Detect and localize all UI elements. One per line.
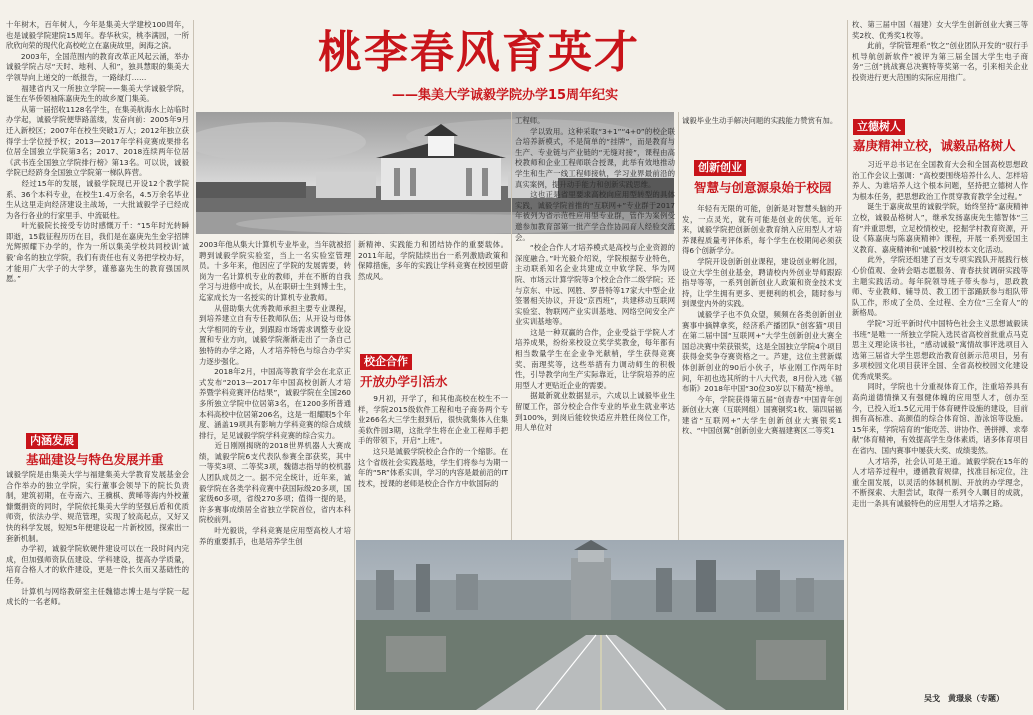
- column-3-bottom: 9月初，开学了，和其他高校在校生不一样，学院2015级软件工程和电子商务两个专业266名大三学生报到后，很快就集体入住集美软件园3期，这批学生将在企业工程师手把手的带领下，开启“上班”。 这只是诚毅学院校企合作的一个缩影。在这个省级社会实践基地，学生们将参与为期一年的“5R”体系实训，学习的内容是最前沿的IT技术，授课的老师是校企合作方中软国际的: [358, 394, 508, 488]
- section-badge-3: 创新创业: [694, 160, 746, 176]
- section-title-2: 开放办学引活水: [360, 374, 448, 389]
- city-aerial-photo: [356, 540, 844, 710]
- column-6-bottom: 习近平总书记在全国教育大会和全国高校思想政治工作会议上强调：“高校要围绕培养什么人、怎样培养人、为谁培养人这个根本问题，坚持把立德树人作为根本任务，把思想政治工作贯穿教育教学全过程。” 诞生于嘉庚故里的诚毅学院，始终坚持“嘉庚精神立校，诚毅品格树人”，继承发扬嘉庚先生德智体“三育”并重思想，立足校情校史，挖掘学村教育资源，开设《陈嘉庚与陈嘉庚精神》课程，开展一系列爱国主义教育、嘉庚精神和“诚毅”校训校本文化活动。 此外，学院还组建了百支专项实践队开展践行核心价值观、金砖会晤志愿服务、青春扶贫调研实践等主题实践活动。每年院领导班子带头参与，思政教师、专业教师、辅导员、教工团干部踊跃参与组队带队工作，形成了全员、全过程、全方位“三全育人”的新格局。 学院“习近平新时代中国特色社会主义思想诚毅读书班”是唯一一所独立学院入选民省高校首批重点马克思主义理论读书社，“感动诚毅”寓情故事评选项目入选第三届省大学生思想政治教育创新示范项目，另有多项校园文化项目获评全国、全省高校校园文化建设优秀成果奖。 同时，学院也十分重视体育工作，注重培养具有高尚道德情操又有强健体魄的应用型人才，创办至今，已投入近1.5亿元用于体育硬件设施的建设，目前拥有高标准、高颜值的综合体育馆、游泳馆等设施。15年来，学院培育的“能吃苦、讲协作、善拼搏、求奉献”体育精神，有效提高学生身体素质，诸多体育项目在省内、国内赛事中屡获大奖、成绩斐然。 人才培养，社会认可是王道。诚毅学院在15年的人才培养过程中，遵循教育规律，找准目标定位，注重全面发展，以灵活的体制机制、开放的办学理念，不断探索、大胆尝试，取得一系列令人瞩目的成就，走出一条具有诚毅特色的应用型人才培养之路。: [852, 160, 1028, 508]
- column-4: 工程师。 学以致用。这种采取“3+1”“4+0”的校企联合培养新模式，不是简单的“挂牌”，而是教育与生产、专业链与产业链的“无缝对接”，课程由高校教师和企业工程师联合授课，此举有效地推动学生和生产一线工程师接轨，学习业界最前沿的真实案例，提升动手能力和创新实践思维。 这也正是省里要求高校向应用型转型的具体实践，诚毅学院首推的“互联网+”专业群于2017年被列为省示范性应用型专业群，管作为案例受邀参加教育部第一批产学合作协同育人经验交流会。 “校企合作人才培养模式是高校与企业资源的深度融合。”叶光毅介绍说，学院根据专业特色，主动联系知名企业共建成立中软学院、华为网院、市场云计算学院等3个校企合作二级学院；还与京东、中远、网胜、罗普特等17家大中型企业签署相关协议，开设“京西班”，共建移动互联网实验室、物联网产业实训基地、网络空间安全产业实训基地等。 这是一种双赢的合作，企业受益于学院人才培养成果，纷纷来校设立奖学奖教金，每年都有相当数量学生在企业争光献梢，学生获得竞赛奖、南理奖等，这些举措有力调动师生的积极性，引导教学向生产实际靠近，让学院培养的应用型人才更贴近企业的需要。 据最新就业数据显示，六成以上诚毅毕业生留厦工作，部分校企合作专业的毕业生就业率达到100%，到岗后能较快适应并胜任岗位工作，用人单位对: [515, 116, 675, 433]
- column-3-top: 新精神、实践能力和团结协作的重要载体。2011年起，学院陆续出台一系列激励政策和保障措施，多年的实践让学科竞赛在校园里蔚然成风。: [358, 240, 508, 281]
- byline: 吴戈 黄璟泉（专题）: [924, 694, 1004, 703]
- column-5-top: 诚毅毕业生动手解决问题的实践能力赞赏有加。: [682, 116, 838, 125]
- column-divider: [193, 20, 194, 710]
- section-title-4: 嘉庚精神立校，诚毅品格树人: [853, 138, 1016, 153]
- column-divider: [678, 112, 679, 542]
- headline: 桃李春风育英才: [318, 27, 640, 78]
- column-divider: [354, 240, 355, 710]
- section-badge-4: 立德树人: [853, 119, 905, 135]
- column-6-top: 枚、第三届中国（福建）女大学生创新创业大赛三等奖2枚、优秀奖1枚等。 此前，学院管理系“牧之”创业团队开发的“驭行手机导航创新软件”被评为第三届全国大学生电子商务“三创”挑战赛总决赛特等奖第一名，引来相关企业投资进行更大范围的实际应用推广。: [852, 20, 1028, 82]
- column-1-top: 十年树木，百年树人，今年是集美大学建校100周年，也是诚毅学院建院15周年。春华秋实，桃李满园，一所欣欣向荣的现代化高校屹立在嘉庚故里，闽海之滨。 2003年，全国范围内的教育改革正风起云涌，举办诚毅学院占尽“天时、地利、人和”，独具慧眼的集美大学领导向上递交的一纸报告，一路绿灯…… 福建省内又一所独立学院——集美大学诚毅学院，诞生在华侨领袖陈嘉庚先生的故乡厦门集美。 从第一届招收1128名学生，在集美航海水上站临时办学起，诚毅学院便筚路蓝缕，发奋向前：2005年9月迁入新校区；2007年在校生突破1万人；2012年独立获得学士学位授予权；2013—2017年学科竞赛成果排名位居全国独立学院第3名；2017、2018连续两年位居《武书连全国独立学院排行榜》第13名。可以说，诚毅学院已经跻身全国独立学院第一梯队阵营。 经过15年的发展，诚毅学院现已开设12个教学院系、36个本科专业，在校生1.4万余名，4.5万余名毕业生从这里走向经济建设主战场，一大批诚毅学子已经成为各行各业的行家里手、中流砥柱。 叶光毅院长接受专访时感慨万千：“15年时光转瞬即逝，15载征程历历在目，我们是在嘉庚先生金字招牌光辉照耀下办学的，作为一所以集美学校共同校训‘诚毅’命名的独立学院，我们有责任也有义务把学校办好，才能用广大学子的大学梦，谨慕嘉先生的教育强国夙愿。”: [6, 20, 189, 284]
- section-title-1: 基础建设与特色发展并重: [26, 452, 164, 467]
- section-badge-2: 校企合作: [360, 354, 412, 370]
- section-title-3: 智慧与创意源泉始于校园: [694, 180, 832, 195]
- column-divider: [511, 112, 512, 542]
- subtitle: ——集美大学诚毅学院办学15周年纪实: [392, 88, 619, 103]
- section-badge-1: 内涵发展: [26, 433, 78, 449]
- column-2: 2003年他从集大计算机专业毕业，当年就被招聘到诚毅学院实验室，当上一名实验室管理员。十多年来，他因应了学院的发展需要，转岗为一名计算机专业的教师，并在不断的自我学习与进修中成长，从在职研士生到博士生，迄家成长为一名授实的计算机专业教师。 从借助集大优秀教师承担主要专业课程，到培养建立自有专任教师队伍；从开设与母体大学相同的专业，到跟踪市场需求调整专业设置和专业方向，诚毅学院渐渐走出了一条自己独特的办学之路，人才培养特色与综合办学实力逐步强化。 2018年2月，中国高等教育学会在北京正式发布“2013—2017年中国高校创新人才培养暨学科竞赛评估结果”，诚毅学院在全国260多所独立学院中位居第3名，在1200多所普通本科高校中位居第206名，这是一组耀眼5个年度、涵盖19项具有影响力学科竞赛的综合成绩排行，足见诚毅学院学科竞赛的综合实力。 近日刚刚揭晓的2018世界机器人大赛成绩，诚毅学院6支代表队参赛全部获奖，其中一等奖3项、二等奖3项，魏德志指导的校机器人团队成员之一。据不完全统计，近年来，诚毅学院在各类学科竞赛中获国际级20多项，国家级60多项，省级270多项；值得一提的是，许多赛事成绩居全省独立学院首位，省内本科院校前列。 叶光毅说，学科竞赛是应用型高校人才培养的重要抓手，也是培养学生创: [199, 240, 351, 546]
- column-divider: [847, 20, 848, 710]
- city-aerial-illustration: [356, 540, 844, 710]
- column-1-bottom: 诚毅学院是由集美大学与福建集美大学教育发展基金会合作举办的独立学院，实行董事会领导下的院长负责制，建筑初期，在寺南六、王骥棋、黄晞等海内外校董慷慨捐资的同时，学院依托集美大学的坚强后盾和优质师资，依法办学、规范管理，实现了较高起点，又好又快的科学发展，短短5年便建设起一片新校园，探索出一套新机制。 办学初，诚毅学院软硬件建设可以在一段时间内完成，但加强师资队伍建设、学科建设，提高办学质量，培育合格人才的软件建设，更是一件长久而又基础性的任务。 计算机与网络教研室主任魏德志博士是与学院一起成长的一名老师。: [6, 470, 189, 607]
- column-5-bottom: 年轻有无限的可能，创新是对智慧头脑的开发，一点灵光，就有可能是创业的伏笔。近年来，诚毅学院把创新创业教育纳入应用型人才培养课程质量考评体系，每个学生在校期间必须获得6个创新学分。 学院开设创新创业课程，建设创业孵化园，设立大学生创业基金，聘请校内外创业导师跟踪指导等等，一系列创新创业人政策和资金技术支持，让学生拥有更多、更便利的机会，随时参与到课堂内外的实践。 诚毅学子也不负众望，频频在各类创新创业赛事中摘牌拿奖，经济系产播团队“创客猫”项目在第二届中国“互联网+”大学生创新创业大赛全国总决赛中荣获银奖，这是全国独立学院4个项目获得金奖争夺赛资格之一。芦建，这位主营新媒体创新创业的90后小伙子，毕业刚工作两年时间，年初也选其所的十八大代表，8月份入选《福布斯》2018年中国“30位30岁以下精英”榜单。 今年，学院获得第五届“创青春”中国青年创新创业大赛（互联网组）国赛铜奖1枚、第四届福建省“互联网+”大学生创新创业大赛银奖1枚、“中国创翼”创新创业大赛福建赛区二等奖1: [682, 204, 842, 436]
